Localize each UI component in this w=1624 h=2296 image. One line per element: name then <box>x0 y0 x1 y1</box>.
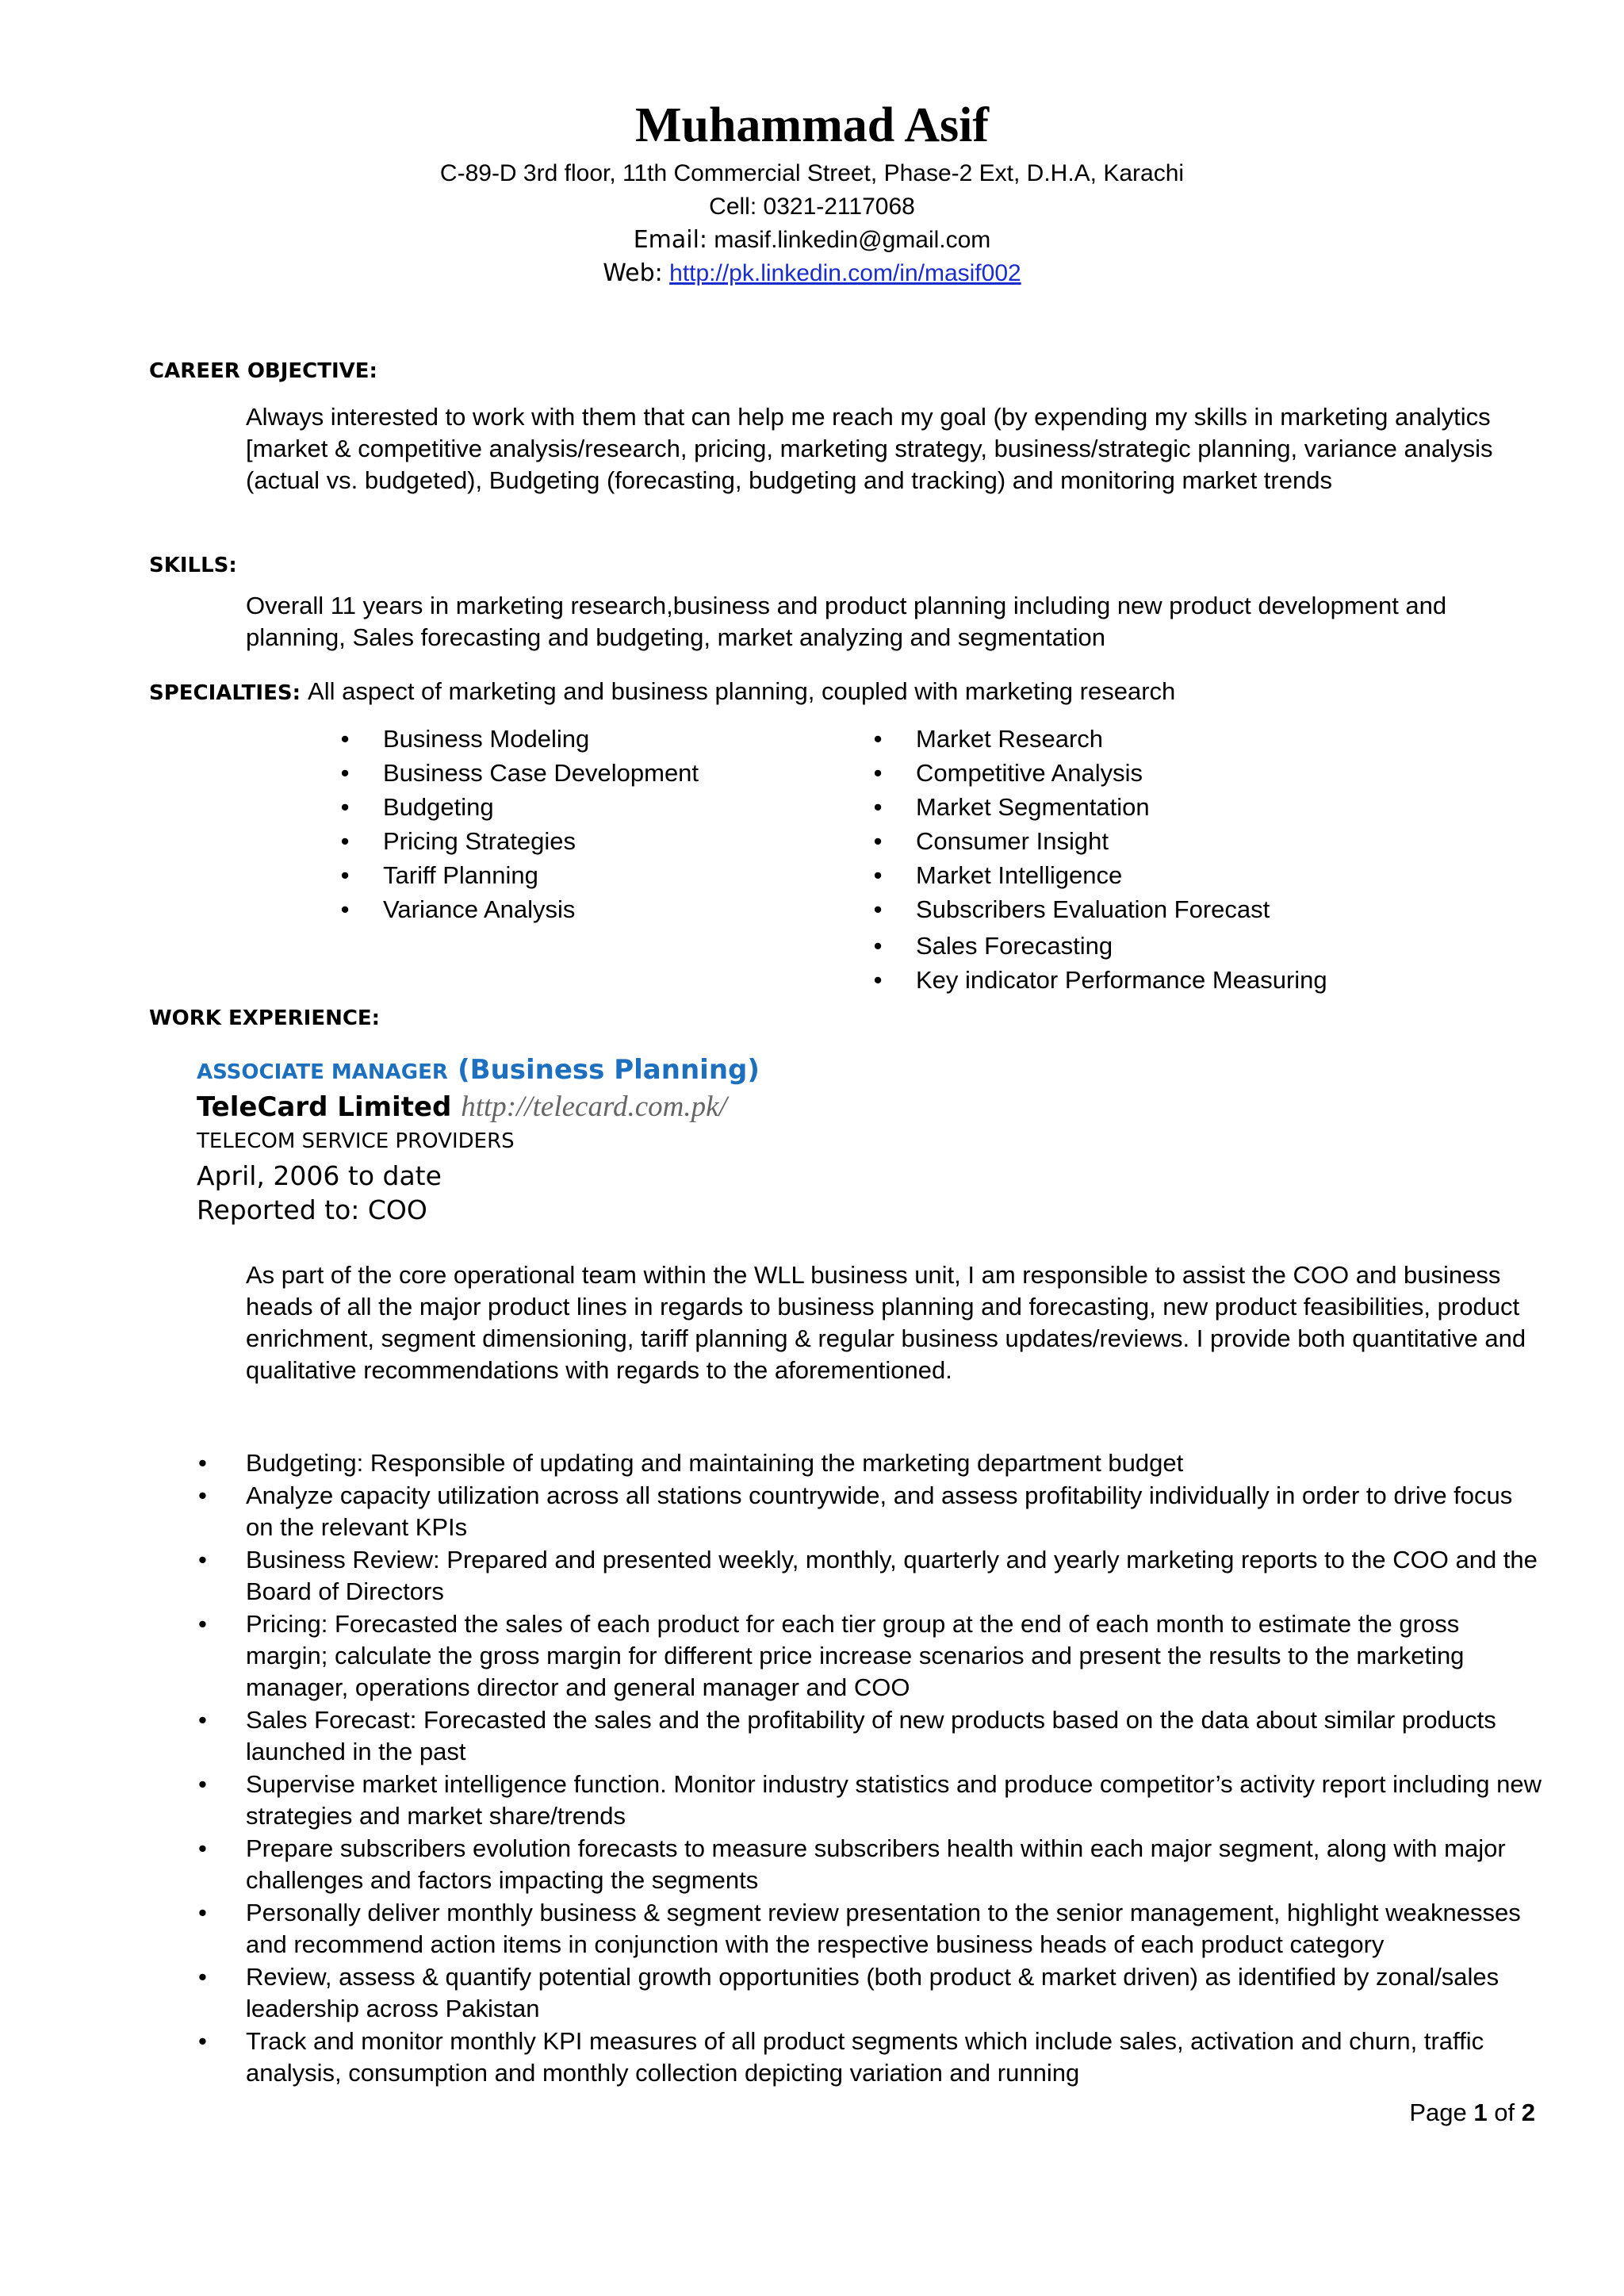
bullet: • <box>198 1899 207 1926</box>
page-word: Page <box>1409 2099 1467 2126</box>
cell-phone: Cell: 0321-2117068 <box>709 194 915 220</box>
career-objective-heading <box>149 355 377 387</box>
skills-heading <box>149 550 237 581</box>
bullet: • <box>340 725 350 753</box>
work-experience-heading <box>149 1002 380 1034</box>
specialty-item: • Pricing Strategies <box>383 824 699 858</box>
job-title-dept: (Business Planning) <box>458 1054 760 1086</box>
job-entry <box>197 1053 760 1227</box>
list-item: • Supervise market intelligence function. Monitor industry statistics and produce competitor’s activity report including new strategies and market share/trends <box>198 1770 1542 1830</box>
web-line <box>0 257 1624 290</box>
bullet: • <box>340 827 350 855</box>
company-name: TeleCard Limited <box>197 1091 452 1123</box>
bullet: • <box>873 861 883 889</box>
specialties-heading <box>149 676 1175 709</box>
career-objective-heading-text: CAREER OBJECTIVE: <box>149 359 377 383</box>
page-total: 2 <box>1521 2099 1535 2126</box>
page-current: 1 <box>1473 2099 1488 2126</box>
email-line <box>0 224 1624 257</box>
specialty-item: • Subscribers Evaluation Forecast <box>916 892 1327 926</box>
specialty-item: • Budgeting <box>383 790 699 824</box>
web-link[interactable]: http://pk.linkedin.com/in/masif002 <box>669 260 1021 286</box>
list-item: • Prepare subscribers evolution forecasts to measure subscribers health within each major segment, along with major challenges and factors impacting the segments <box>198 1834 1506 1894</box>
specialty-item: • Consumer Insight <box>916 824 1327 858</box>
company-url[interactable]: http://telecard.com.pk/ <box>461 1091 727 1123</box>
specialty-item: • Market Intelligence <box>916 858 1327 892</box>
company-line <box>197 1090 760 1125</box>
list-item: • Track and monitor monthly KPI measures of all product segments which include sales, activation and churn, traffic analysis, consumption and monthly collection depicting variation and running <box>198 2027 1484 2087</box>
list-item: • Personally deliver monthly business & segment review presentation to the senior management, highlight weaknesses and recommend action items in conjunction with the respective business heads of each product category <box>198 1899 1521 1958</box>
work-experience-heading-text: WORK EXPERIENCE: <box>149 1006 381 1030</box>
resume-header <box>0 94 1624 290</box>
specialty-item: • Tariff Planning <box>383 858 699 892</box>
specialties-intro: All aspect of marketing and business planning, coupled with marketing research <box>308 677 1176 705</box>
job-title-role: ASSOCIATE MANAGER <box>197 1060 448 1084</box>
bullet: • <box>340 759 350 787</box>
address: C-89-D 3rd floor, 11th Commercial Street, Phase-2 Ext, D.H.A, Karachi <box>439 160 1185 186</box>
list-item: • Review, assess & quantify potential growth opportunities (both product & market driven) as identified by zonal/sales leadership across Pakistan <box>198 1963 1500 2022</box>
bullet: • <box>198 1770 207 1798</box>
list-item: • Sales Forecast: Forecasted the sales and the profitability of new products based on the data about similar products launched in the past <box>198 1706 1496 1765</box>
list-item: • Pricing: Forecasted the sales of each product for each tier group at the end of each month to estimate the gross margin; calculate the gross margin for different price increase scenarios and present the results to the marketing manager, operations director and general manager and COO <box>198 1610 1465 1701</box>
specialty-item: • Market Research <box>916 722 1327 756</box>
specialty-item: • Business Modeling <box>383 722 699 756</box>
candidate-name: Muhammad Asif <box>634 98 990 152</box>
career-objective-text: Always interested to work with them that can help me reach my goal (by expending my skills in marketing analytics [market & competitive analysis/research, pricing, marketing strategy, business/strategic planning, variance analysis (actual vs. budgeted), Budgeting (forecasting, budgeting and tracking) and monitoring market trends <box>246 403 1493 494</box>
skills-heading-text: SKILLS: <box>149 554 237 577</box>
job-summary: As part of the core operational team within the WLL business unit, I am responsible to assist the COO and business heads of all the major product lines in regards to business planning and forecasting, new product feasibilities, product enrichment, segment dimensioning, tariff planning & regular business updates/reviews. I provide both quantitative and qualitative recommendations with regards to the aforementioned. <box>246 1261 1526 1384</box>
bullet: • <box>873 895 883 923</box>
job-duties-list <box>198 1447 1546 2090</box>
reported-to: Reported to: COO <box>197 1194 427 1225</box>
bullet: • <box>873 932 883 960</box>
web-label: Web: <box>603 259 663 287</box>
email-address: masif.linkedin@gmail.com <box>714 227 991 253</box>
bullet: • <box>873 827 883 855</box>
skills-text: Overall 11 years in marketing research,business and product planning including new product development and planning, Sales forecasting and budgeting, market analyzing and segmentation <box>246 592 1447 651</box>
specialty-item: • Business Case Development <box>383 756 699 790</box>
list-item: • Budgeting: Responsible of updating and maintaining the marketing department budget <box>246 1447 1546 1479</box>
bullet: • <box>198 1449 207 1477</box>
specialties-right-column <box>873 722 1327 997</box>
job-title <box>197 1053 760 1090</box>
page-of: of <box>1494 2099 1515 2126</box>
specialties-heading-text: SPECIALTIES: <box>149 681 301 705</box>
bullet: • <box>198 1481 207 1509</box>
job-dates: April, 2006 to date <box>197 1160 442 1191</box>
list-item: • Analyze capacity utilization across all stations countrywide, and assess profitability individually in order to drive focus on the relevant KPIs <box>198 1481 1513 1541</box>
specialties-left-column <box>340 722 699 926</box>
industry: TELECOM SERVICE PROVIDERS <box>197 1129 515 1153</box>
bullet: • <box>873 759 883 787</box>
specialty-item: • Variance Analysis <box>383 892 699 926</box>
bullet: • <box>873 725 883 753</box>
bullet: • <box>198 1546 207 1573</box>
bullet: • <box>198 1706 207 1734</box>
list-item: • Business Review: Prepared and presented weekly, monthly, quarterly and yearly marketing reports to the COO and the Board of Directors <box>198 1546 1538 1605</box>
bullet: • <box>198 1834 207 1862</box>
specialty-item: • Market Segmentation <box>916 790 1327 824</box>
specialty-item: • Sales Forecasting <box>916 929 1327 963</box>
bullet: • <box>340 793 350 821</box>
bullet: • <box>340 861 350 889</box>
email-label: Email: <box>633 226 708 254</box>
bullet: • <box>198 2027 207 2055</box>
page-number <box>1409 2097 1535 2129</box>
bullet: • <box>198 1963 207 1991</box>
specialty-item: • Competitive Analysis <box>916 756 1327 790</box>
bullet: • <box>340 895 350 923</box>
bullet: • <box>873 793 883 821</box>
specialty-item: • Key indicator Performance Measuring <box>916 963 1327 997</box>
bullet: • <box>198 1610 207 1638</box>
bullet: • <box>873 966 883 994</box>
